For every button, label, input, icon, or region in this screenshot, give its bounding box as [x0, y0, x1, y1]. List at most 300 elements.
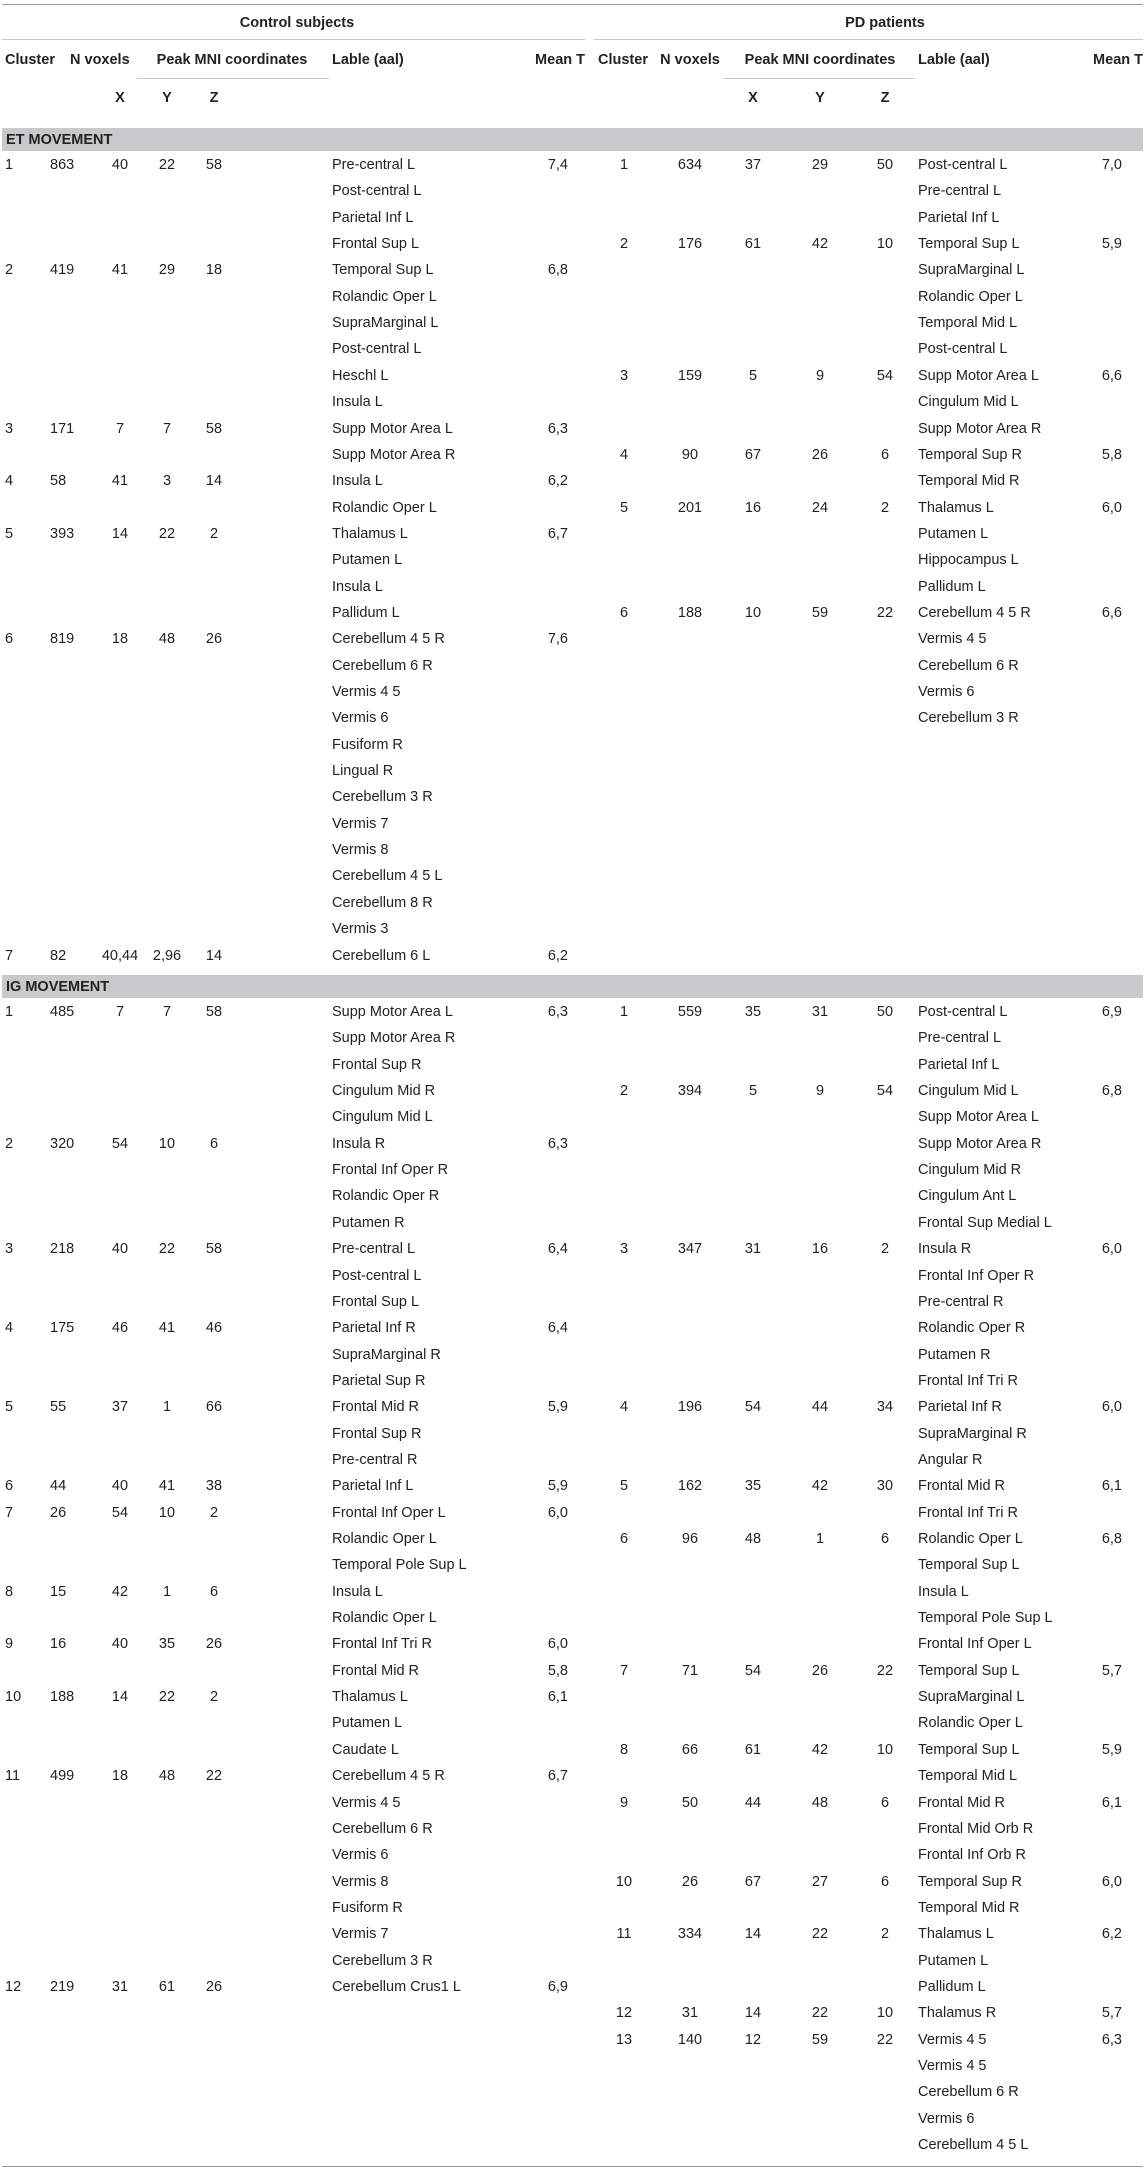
- control-x-cell: 14: [111, 525, 129, 542]
- pd-region-label: Supp Motor Area L: [918, 1109, 1039, 1126]
- control-region-label: Insula L: [332, 473, 383, 490]
- pd-region-label: Post-central L: [918, 157, 1008, 173]
- control-region-label: Cerebellum 6 R: [332, 1820, 433, 1837]
- pd-region-label: Thalamus R: [918, 2005, 997, 2022]
- pd-meant-cell: 6,1: [1101, 1478, 1122, 1495]
- pd-x-cell: 54: [744, 1399, 762, 1416]
- pd-cluster-cell: 4: [619, 1399, 629, 1416]
- control-region-label: Cerebellum 4 5 R: [332, 1768, 445, 1785]
- pd-meant-cell: 5,9: [1101, 1741, 1122, 1758]
- pd-region-label: Thalamus L: [918, 499, 994, 516]
- control-region-label: Cerebellum 6 R: [332, 657, 433, 674]
- control-meant-cell: 6,9: [547, 1978, 568, 1995]
- pd-y-cell: 59: [811, 2031, 829, 2048]
- control-x-cell: 40: [111, 157, 129, 173]
- pd-cluster-cell: 3: [619, 367, 629, 384]
- control-cluster-cell: 3: [5, 1241, 14, 1258]
- control-y-cell: 61: [158, 1978, 176, 1995]
- control-meant-cell: 7,6: [547, 631, 568, 648]
- pd-x-cell: 44: [744, 1794, 762, 1811]
- pd-region-label: Temporal Sup L: [918, 1741, 1020, 1758]
- pd-region-label: Pre-central R: [918, 1293, 1004, 1310]
- control-region-label: Cerebellum 4 5 L: [332, 868, 443, 885]
- pd-region-label: Cerebellum 4 5 R: [918, 604, 1031, 621]
- control-nvoxels-header: N voxels: [70, 52, 130, 68]
- control-z-cell: 14: [205, 947, 223, 964]
- control-y-cell: 41: [158, 1320, 176, 1337]
- pd-region-label: Frontal Inf Tri R: [918, 1372, 1018, 1389]
- control-region-label: Vermis 4 5: [332, 1794, 401, 1811]
- pd-y-cell: 26: [811, 1662, 829, 1679]
- pd-meant-cell: 6,2: [1101, 1926, 1122, 1943]
- control-nvoxels-cell: 863: [50, 157, 75, 173]
- pd-y-cell: 29: [811, 157, 829, 173]
- pd-meant-cell: 5,9: [1101, 236, 1122, 253]
- control-region-label: Frontal Sup R: [332, 1056, 422, 1073]
- control-y-cell: 22: [158, 1241, 176, 1258]
- control-cluster-header: Cluster: [5, 52, 55, 68]
- pd-nvoxels-cell: 394: [677, 1083, 703, 1100]
- pd-region-label: Rolandic Oper L: [918, 1715, 1023, 1732]
- pd-meant-cell: 6,8: [1101, 1083, 1122, 1100]
- pd-x-cell: 5: [748, 367, 758, 384]
- control-region-label: Putamen L: [332, 1715, 403, 1732]
- control-cluster-cell: 4: [5, 473, 14, 490]
- control-y-cell: 41: [158, 1478, 176, 1495]
- pd-nvoxels-cell: 66: [681, 1741, 699, 1758]
- pd-meant-cell: 5,7: [1101, 1662, 1122, 1679]
- control-x-cell: 42: [111, 1583, 129, 1600]
- control-cluster-cell: 11: [5, 1768, 21, 1785]
- pd-region-label: Putamen L: [918, 525, 989, 542]
- control-y-cell: 22: [158, 1689, 176, 1706]
- pd-region-label: Pre-central L: [918, 183, 1002, 200]
- control-z-cell: 22: [205, 1768, 223, 1785]
- pd-region-label: Temporal Sup R: [918, 1873, 1022, 1890]
- control-meant-cell: 6,4: [547, 1241, 568, 1258]
- control-cluster-cell: 7: [5, 1504, 14, 1521]
- control-x-cell: 46: [111, 1320, 129, 1337]
- control-z-cell: 6: [209, 1135, 219, 1152]
- control-z-cell: 26: [205, 1978, 223, 1995]
- control-y-cell: 48: [158, 1768, 176, 1785]
- control-region-label: Post-central L: [332, 1267, 422, 1284]
- control-cluster-cell: 5: [5, 1399, 14, 1416]
- control-cluster-cell: 4: [5, 1320, 14, 1337]
- pd-cluster-cell: 2: [619, 1083, 629, 1100]
- pd-z-cell: 6: [880, 1794, 890, 1811]
- pd-region-label: Putamen L: [918, 1952, 989, 1969]
- pd-y-cell: 22: [811, 1926, 829, 1943]
- control-region-label: Parietal Inf L: [332, 1478, 414, 1495]
- pd-region-label: Temporal Sup R: [918, 446, 1022, 463]
- control-y-cell: 3: [162, 473, 172, 490]
- pd-region-label: Post-central L: [918, 341, 1008, 358]
- pd-x-cell: 5: [748, 1083, 758, 1100]
- pd-cluster-cell: 6: [619, 604, 629, 621]
- pd-region-label: Putamen R: [918, 1346, 991, 1363]
- pd-region-label: Frontal Inf Orb R: [918, 1847, 1026, 1864]
- pd-nvoxels-cell: 159: [677, 367, 703, 384]
- pd-nvoxels-cell: 96: [681, 1531, 699, 1547]
- pd-x-cell: 54: [744, 1662, 762, 1679]
- control-z-cell: 2: [209, 1689, 219, 1706]
- control-cluster-cell: 2: [5, 1135, 14, 1152]
- pd-x-cell: 14: [744, 1926, 762, 1943]
- control-region-label: Parietal Inf L: [332, 209, 414, 226]
- control-region-label: Cerebellum 8 R: [332, 894, 433, 911]
- pd-group-header: PD patients: [845, 15, 925, 31]
- control-x-cell: 18: [111, 1768, 129, 1785]
- pd-region-label: Frontal Mid R: [918, 1478, 1006, 1495]
- control-nvoxels-cell: 219: [50, 1978, 75, 1995]
- control-region-label: Insula L: [332, 1583, 383, 1600]
- control-cluster-cell: 12: [5, 1978, 22, 1995]
- control-region-label: Vermis 7: [332, 1926, 389, 1943]
- pd-region-label: Parietal Inf L: [918, 209, 1000, 226]
- pd-region-label: Cerebellum 3 R: [918, 710, 1019, 727]
- section-title: ET MOVEMENT: [6, 132, 113, 148]
- pd-z-cell: 2: [880, 1241, 890, 1258]
- pd-region-label: Parietal Inf L: [918, 1056, 1000, 1073]
- pd-y-cell: 9: [815, 367, 825, 384]
- control-cluster-cell: 10: [5, 1689, 22, 1706]
- control-meant-cell: 6,3: [547, 1135, 568, 1152]
- control-x-header: X: [115, 90, 125, 106]
- pd-y-header: Y: [815, 90, 825, 106]
- pd-meant-cell: 6,0: [1101, 1241, 1122, 1258]
- control-region-label: SupraMarginal R: [332, 1346, 441, 1363]
- pd-nvoxels-cell: 559: [677, 1004, 703, 1020]
- pd-nvoxels-cell: 50: [681, 1794, 699, 1811]
- pd-z-cell: 10: [876, 236, 894, 253]
- control-peak-header: Peak MNI coordinates: [156, 52, 308, 68]
- pd-region-label: SupraMarginal L: [918, 1689, 1025, 1706]
- pd-z-cell: 54: [876, 1083, 894, 1100]
- control-region-label: Supp Motor Area L: [332, 420, 453, 437]
- control-region-label: Supp Motor Area R: [332, 1030, 456, 1047]
- control-meant-cell: 6,1: [547, 1689, 568, 1706]
- pd-z-header: Z: [880, 90, 890, 106]
- pd-y-cell: 9: [815, 1083, 825, 1100]
- pd-cluster-cell: 5: [619, 499, 629, 516]
- control-region-label: Lingual R: [332, 763, 394, 780]
- control-region-label: Frontal Inf Tri R: [332, 1636, 432, 1653]
- control-meant-cell: 6,8: [547, 262, 568, 279]
- control-nvoxels-cell: 218: [50, 1241, 75, 1258]
- control-y-cell: 1: [162, 1583, 172, 1600]
- control-region-label: Vermis 6: [332, 1847, 389, 1864]
- control-y-cell: 48: [158, 631, 176, 648]
- control-y-cell: 22: [158, 525, 176, 542]
- pd-region-label: Temporal Mid R: [918, 473, 1020, 490]
- pd-cluster-cell: 12: [615, 2005, 633, 2022]
- control-x-cell: 37: [111, 1399, 129, 1416]
- control-nvoxels-cell: 44: [50, 1478, 67, 1495]
- control-region-label: Frontal Sup L: [332, 1293, 420, 1310]
- control-nvoxels-cell: 26: [50, 1504, 67, 1521]
- pd-z-cell: 50: [876, 157, 894, 173]
- pd-region-label: Supp Motor Area R: [918, 1135, 1042, 1152]
- control-meant-cell: 6,7: [547, 1768, 568, 1785]
- pd-meant-cell: 5,8: [1101, 446, 1122, 463]
- pd-region-label: Cerebellum 4 5 L: [918, 2137, 1029, 2154]
- control-region-label: Frontal Sup R: [332, 1425, 422, 1442]
- pd-region-label: Cingulum Ant L: [918, 1188, 1017, 1205]
- pd-cluster-cell: 11: [616, 1926, 632, 1943]
- pd-region-label: Cingulum Mid R: [918, 1162, 1022, 1179]
- control-region-label: Pre-central L: [332, 1241, 416, 1258]
- pd-x-cell: 67: [744, 446, 762, 463]
- control-z-cell: 6: [209, 1583, 219, 1600]
- control-nvoxels-cell: 393: [50, 525, 75, 542]
- pd-region-label: Pallidum L: [918, 1978, 986, 1995]
- control-region-label: Temporal Pole Sup L: [332, 1557, 467, 1574]
- section-header: [2, 975, 1143, 998]
- pd-x-cell: 48: [744, 1531, 762, 1547]
- control-meant-cell: 6,4: [547, 1320, 568, 1337]
- pd-nvoxels-cell: 176: [677, 236, 703, 253]
- pd-region-label: Supp Motor Area R: [918, 420, 1042, 437]
- control-nvoxels-cell: 485: [50, 1004, 75, 1020]
- pd-x-cell: 67: [744, 1873, 762, 1890]
- control-region-label: Putamen R: [332, 1214, 405, 1231]
- pd-region-label: Insula L: [918, 1583, 969, 1600]
- pd-region-label: Frontal Inf Oper R: [918, 1267, 1035, 1284]
- control-x-cell: 7: [115, 420, 125, 437]
- pd-nvoxels-cell: 90: [681, 446, 699, 463]
- pd-y-cell: 48: [811, 1794, 829, 1811]
- pd-region-label: Vermis 4 5: [918, 2058, 987, 2074]
- pd-y-cell: 24: [811, 499, 829, 516]
- control-region-label: Heschl L: [332, 367, 389, 384]
- control-z-cell: 18: [205, 262, 223, 279]
- pd-x-cell: 35: [744, 1478, 762, 1495]
- control-z-cell: 46: [205, 1320, 223, 1337]
- control-region-label: Parietal Sup R: [332, 1372, 426, 1389]
- control-x-cell: 40,44: [101, 947, 139, 964]
- pd-z-cell: 2: [880, 499, 890, 516]
- control-meant-cell: 6,3: [547, 1004, 568, 1020]
- pd-region-label: Cerebellum 6 R: [918, 657, 1019, 674]
- pd-region-label: SupraMarginal L: [918, 262, 1025, 279]
- pd-meant-cell: 6,3: [1101, 2031, 1122, 2048]
- control-cluster-cell: 3: [5, 420, 14, 437]
- pd-cluster-cell: 10: [615, 1873, 633, 1890]
- control-region-label: Pre-central R: [332, 1451, 418, 1468]
- control-region-label: Frontal Mid R: [332, 1662, 420, 1679]
- control-region-label: Vermis 7: [332, 815, 389, 832]
- pd-cluster-cell: 2: [619, 236, 629, 253]
- control-z-cell: 58: [205, 157, 223, 173]
- control-group-header: Control subjects: [239, 15, 355, 31]
- pd-region-label: Parietal Inf R: [918, 1399, 1002, 1416]
- control-region-label: Cerebellum 3 R: [332, 789, 433, 806]
- pd-nvoxels-cell: 162: [677, 1478, 703, 1495]
- control-meant-cell: 6,7: [547, 525, 568, 542]
- control-region-label: Fusiform R: [332, 1899, 403, 1916]
- control-z-cell: 58: [205, 1241, 223, 1258]
- pd-z-cell: 50: [876, 1004, 894, 1020]
- control-region-label: Insula L: [332, 578, 383, 595]
- control-nvoxels-cell: 82: [50, 947, 67, 964]
- control-region-label: Cingulum Mid R: [332, 1083, 436, 1100]
- pd-group-rule: [594, 39, 1143, 40]
- pd-nvoxels-cell: 634: [677, 157, 703, 173]
- control-cluster-cell: 6: [5, 1478, 14, 1495]
- control-region-label: Vermis 4 5: [332, 684, 401, 700]
- pd-x-cell: 31: [744, 1241, 762, 1258]
- control-cluster-cell: 1: [5, 1004, 14, 1020]
- control-y-cell: 2,96: [152, 947, 182, 964]
- control-region-label: Rolandic Oper L: [332, 288, 437, 305]
- control-z-cell: 66: [205, 1399, 223, 1416]
- control-nvoxels-cell: 175: [50, 1320, 75, 1337]
- pd-region-label: Temporal Mid L: [918, 1768, 1018, 1785]
- control-region-label: Post-central L: [332, 183, 422, 200]
- control-z-cell: 58: [205, 420, 223, 437]
- control-meant-cell: 5,9: [547, 1478, 568, 1495]
- pd-z-cell: 34: [876, 1399, 894, 1416]
- control-nvoxels-cell: 188: [50, 1689, 75, 1706]
- pd-nvoxels-cell: 140: [677, 2031, 703, 2048]
- control-region-label: Vermis 8: [332, 1873, 389, 1890]
- control-group-rule: [2, 39, 585, 40]
- control-x-cell: 14: [111, 1689, 129, 1706]
- pd-region-label: Cerebellum 6 R: [918, 2084, 1019, 2101]
- pd-nvoxels-cell: 201: [677, 499, 703, 516]
- control-region-label: Vermis 6: [332, 710, 389, 727]
- control-y-cell: 22: [158, 157, 176, 173]
- pd-nvoxels-cell: 31: [681, 2005, 699, 2022]
- control-meant-cell: 6,3: [547, 420, 568, 437]
- control-region-label: Pre-central L: [332, 157, 416, 173]
- pd-nvoxels-cell: 188: [677, 604, 703, 621]
- control-nvoxels-cell: 419: [50, 262, 75, 279]
- control-z-cell: 14: [205, 473, 223, 490]
- control-region-label: Rolandic Oper R: [332, 1188, 440, 1205]
- pd-region-label: Temporal Mid R: [918, 1899, 1020, 1916]
- pd-nvoxels-header: N voxels: [660, 52, 720, 68]
- pd-region-label: SupraMarginal R: [918, 1425, 1027, 1442]
- pd-nvoxels-cell: 71: [681, 1662, 699, 1679]
- control-cluster-cell: 1: [5, 157, 14, 173]
- control-region-label: Frontal Sup L: [332, 236, 420, 253]
- control-cluster-cell: 9: [5, 1636, 14, 1653]
- pd-region-label: Frontal Mid Orb R: [918, 1820, 1034, 1837]
- control-z-cell: 38: [205, 1478, 223, 1495]
- pd-x-cell: 61: [744, 1741, 762, 1758]
- pd-region-label: Rolandic Oper R: [918, 1320, 1026, 1337]
- control-region-label: Caudate L: [332, 1741, 399, 1758]
- pd-peak-rule: [723, 78, 915, 79]
- pd-meant-header: Mean T: [1093, 52, 1143, 68]
- pd-z-cell: 2: [880, 1926, 890, 1943]
- control-x-cell: 41: [111, 473, 129, 490]
- pd-cluster-cell: 8: [619, 1741, 629, 1758]
- control-z-header: Z: [209, 90, 219, 106]
- pd-z-cell: 10: [876, 1741, 894, 1758]
- control-region-label: Rolandic Oper L: [332, 499, 437, 516]
- control-meant-cell: 5,9: [547, 1399, 568, 1416]
- control-region-label: Insula L: [332, 394, 383, 411]
- control-cluster-cell: 2: [5, 262, 14, 279]
- control-region-label: Vermis 8: [332, 842, 389, 859]
- control-nvoxels-cell: 55: [50, 1399, 67, 1416]
- pd-region-label: Cingulum Mid L: [918, 394, 1019, 411]
- pd-meant-cell: 6,6: [1101, 604, 1122, 621]
- pd-nvoxels-cell: 26: [681, 1873, 699, 1890]
- section-header: [2, 128, 1143, 151]
- control-nvoxels-cell: 171: [50, 420, 75, 437]
- pd-cluster-cell: 9: [619, 1794, 629, 1811]
- pd-z-cell: 6: [880, 446, 890, 463]
- pd-y-cell: 44: [811, 1399, 829, 1416]
- control-nvoxels-cell: 499: [50, 1768, 75, 1785]
- pd-y-cell: 1: [815, 1531, 825, 1547]
- control-x-cell: 40: [111, 1478, 129, 1495]
- pd-cluster-header: Cluster: [598, 52, 648, 68]
- control-meant-cell: 7,4: [547, 157, 568, 173]
- pd-meant-cell: 6,0: [1101, 499, 1122, 516]
- control-region-label: Cerebellum Crus1 L: [332, 1978, 461, 1995]
- control-region-label: Cerebellum 3 R: [332, 1952, 433, 1969]
- control-x-cell: 54: [111, 1504, 129, 1521]
- pd-y-cell: 42: [811, 236, 829, 253]
- control-region-label: Frontal Inf Oper L: [332, 1504, 446, 1521]
- control-nvoxels-cell: 58: [50, 473, 67, 490]
- pd-y-cell: 42: [811, 1741, 829, 1758]
- control-cluster-cell: 5: [5, 525, 14, 542]
- control-meant-cell: 5,8: [547, 1662, 568, 1679]
- control-region-label: Thalamus L: [332, 1689, 408, 1706]
- control-nvoxels-cell: 15: [50, 1583, 67, 1600]
- pd-peak-header: Peak MNI coordinates: [744, 52, 896, 68]
- control-x-cell: 7: [115, 1004, 125, 1020]
- pd-z-cell: 6: [880, 1873, 890, 1890]
- pd-z-cell: 22: [876, 2031, 894, 2048]
- pd-region-label: Rolandic Oper L: [918, 1531, 1023, 1547]
- control-region-label: Putamen L: [332, 552, 403, 569]
- pd-cluster-cell: 13: [615, 2031, 633, 2048]
- control-region-label: Supp Motor Area L: [332, 1004, 453, 1020]
- pd-y-cell: 59: [811, 604, 829, 621]
- pd-region-label: Vermis 4 5: [918, 2031, 987, 2048]
- pd-label-header: Lable (aal): [918, 52, 990, 68]
- pd-region-label: Frontal Inf Tri R: [918, 1504, 1018, 1521]
- pd-region-label: Cingulum Mid L: [918, 1083, 1019, 1100]
- control-cluster-cell: 6: [5, 631, 14, 648]
- pd-region-label: Vermis 4 5: [918, 631, 987, 648]
- pd-meant-cell: 5,7: [1101, 2005, 1122, 2022]
- pd-meant-cell: 6,1: [1101, 1794, 1122, 1811]
- control-z-cell: 2: [209, 1504, 219, 1521]
- control-z-cell: 26: [205, 631, 223, 648]
- control-cluster-cell: 8: [5, 1583, 14, 1600]
- pd-region-label: Rolandic Oper L: [918, 288, 1023, 305]
- pd-cluster-cell: 6: [619, 1531, 629, 1547]
- control-region-label: Rolandic Oper L: [332, 1610, 437, 1627]
- pd-region-label: Post-central L: [918, 1004, 1008, 1020]
- control-region-label: Cerebellum 6 L: [332, 947, 431, 964]
- control-y-cell: 10: [158, 1504, 176, 1521]
- pd-x-cell: 37: [744, 157, 762, 173]
- control-region-label: Frontal Inf Oper R: [332, 1162, 449, 1179]
- control-region-label: Pallidum L: [332, 604, 400, 621]
- pd-meant-cell: 6,0: [1101, 1399, 1122, 1416]
- pd-cluster-cell: 1: [619, 1004, 629, 1020]
- pd-region-label: Frontal Inf Oper L: [918, 1636, 1032, 1653]
